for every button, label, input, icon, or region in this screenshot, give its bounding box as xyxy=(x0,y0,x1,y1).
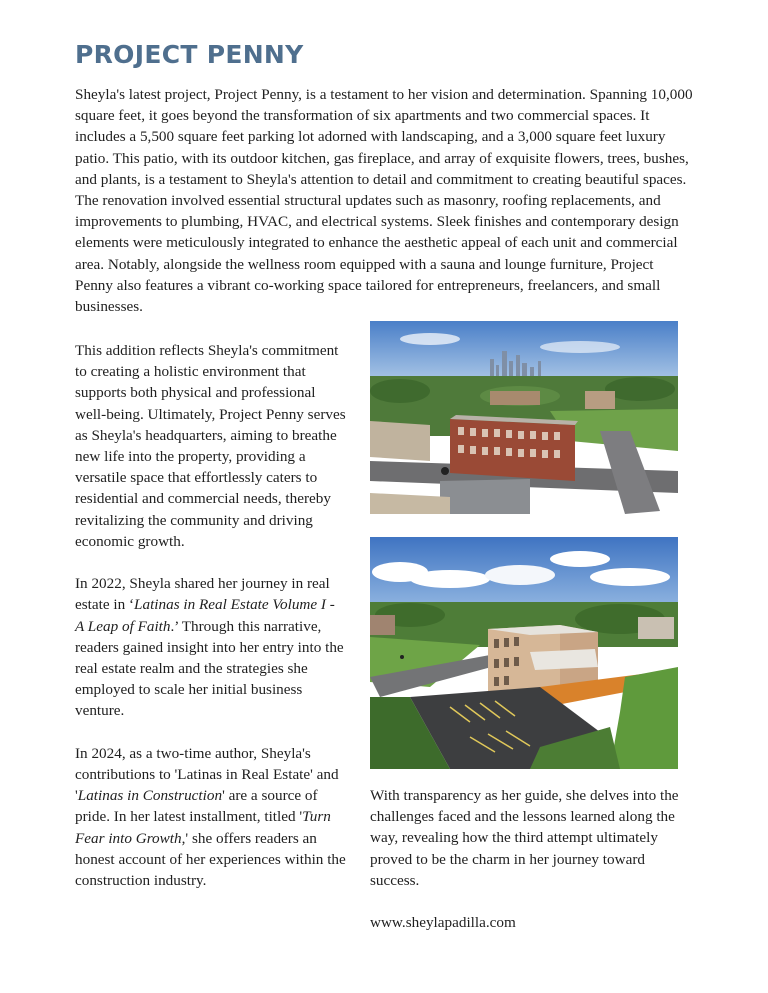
website-link[interactable]: www.sheylapadilla.com xyxy=(370,914,516,932)
p3-text-2: ' are a source of pride. In her latest installment, titled ' xyxy=(75,787,318,826)
book-title-construction: Latinas in Construction xyxy=(77,787,223,805)
p2-text-after: .’ Through this narrative, readers gained insight into her entry into the real estate realm and the strategies she employed to scale her initial business venture. xyxy=(75,617,344,720)
p3-text-3: ,' she offers readers an honest account of her experiences within the construction industry. xyxy=(75,829,346,890)
left-paragraph-1: This addition reflects Sheyla's commitment to creating a holistic environment that supports both physical and professional well-being. Ultimately, Project Penny serves as Sheyla's headquarters, aiming to breathe new life into the property, providing a versatile space that effortlessly caters to residential and commercial needs, thereby revitalizing the community and driving economic growth. xyxy=(75,342,346,550)
right-paragraph-1: With transparency as her guide, she delves into the challenges faced and the lessons learned along the way, revealing how the third attempt ultimately proved to be the charm in her journey toward success. xyxy=(370,787,679,889)
aerial-photo-parking-lot xyxy=(370,537,678,769)
p3-text-1: In 2024, as a two-time author, Sheyla's contributions to 'Latinas in Real Estate' and ' xyxy=(75,744,339,805)
p2-text-before: In 2022, Sheyla shared her journey in real estate in ‘ xyxy=(75,575,330,614)
left-column xyxy=(75,340,347,912)
book-title-volume-1: Latinas in Real Estate Volume I - A Leap of Faith xyxy=(75,596,335,635)
left-paragraph-2 xyxy=(75,573,347,721)
left-paragraph-3 xyxy=(75,743,347,891)
aerial-photo-brick-building xyxy=(370,321,678,514)
intro-paragraph: Sheyla's latest project, Project Penny, is a testament to her vision and determination. Spanning 10,000 square feet, it goes beyond the transformation of six apartments and two commercial spaces. It includes a 5,500 square feet parking lot adorned with landscaping, and a 3,000 square feet luxury patio. This patio, with its outdoor kitchen, gas fireplace, and array of exquisite flowers, trees, bushes, and plants, is a testament to Sheyla's attention to detail and commitment to creating beautiful spaces. The renovation involved essential structural updates such as masonry, roofing replacements, and improvements to plumbing, HVAC, and electrical systems. Sleek finishes and contemporary design elements were meticulously integrated to enhance the aesthetic appeal of each unit and commercial area. Notably, alongside the wellness room equipped with a sauna and lounge furniture, Project Penny also features a vibrant co-working space tailored for entrepreneurs, freelancers, and small businesses. xyxy=(75,86,693,316)
right-column xyxy=(370,785,690,955)
book-title-fear-growth: Turn Fear into Growth xyxy=(75,808,331,847)
page-title: PROJECT PENNY xyxy=(75,40,304,69)
